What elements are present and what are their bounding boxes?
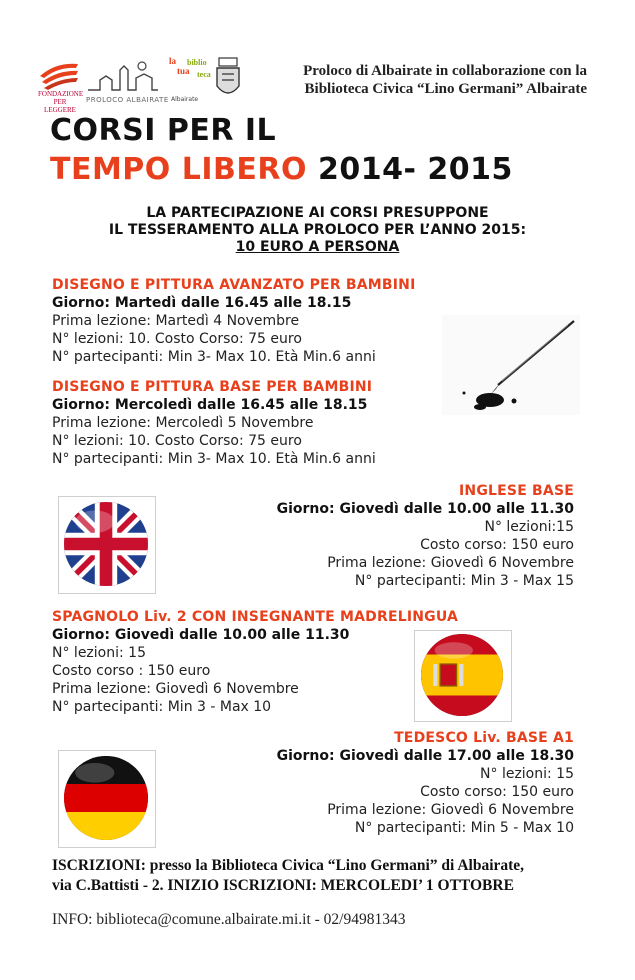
comune-crest (214, 56, 242, 106)
footer-info: INFO: biblioteca@comune.albairate.mi.it - 02/94981343 (52, 911, 406, 928)
course-detail: N° lezioni:15 (484, 519, 574, 535)
subtitle-year: 2014- 2015 (317, 152, 513, 187)
uk-flag-icon (64, 502, 148, 586)
course-disegno-base (52, 378, 376, 468)
footer-registration (52, 856, 524, 896)
biblioteca-line-4: teca (197, 70, 211, 79)
fondazione-text: FONDAZIONE PER LEGGERE (38, 90, 84, 114)
course-detail: Costo corso: 150 euro (420, 784, 574, 800)
course-detail: N° partecipanti: Min 3- Max 10. Età Min.6 anni (52, 349, 376, 365)
course-detail: N° partecipanti: Min 3 - Max 15 (354, 573, 574, 589)
biblioteca-line-2: tua (177, 66, 190, 76)
course-title: INGLESE BASE (459, 483, 574, 499)
course-day: Giorno: Giovedì dalle 10.00 alle 11.30 (276, 501, 574, 517)
notice-line-2: IL TESSERAMENTO ALLA PROLOCO PER L’ANNO 2015: (108, 222, 527, 238)
course-detail: Costo corso: 150 euro (420, 537, 574, 553)
header-line-1: Proloco di Albairate in collaborazione con la (303, 63, 587, 79)
course-detail: N° lezioni: 10. Costo Corso: 75 euro (52, 331, 302, 347)
course-title: DISEGNO E PITTURA AVANZATO PER BAMBINI (52, 277, 416, 293)
pen-ink-icon (442, 315, 580, 415)
footer-line-2: via C.Battisti - 2. INIZIO ISCRIZIONI: MERCOLEDI’ 1 OTTOBRE (52, 877, 514, 894)
course-detail: Prima lezione: Giovedì 6 Novembre (327, 802, 574, 818)
biblioteca-sub: Albairate (171, 96, 199, 103)
page-subtitle (50, 152, 513, 187)
course-spagnolo (52, 608, 458, 716)
page-title: CORSI PER IL (50, 113, 277, 148)
notice-line-1: LA PARTECIPAZIONE AI CORSI PRESUPPONE (146, 205, 489, 221)
course-day: Giorno: Giovedì dalle 10.00 alle 11.30 (52, 627, 350, 643)
course-inglese (277, 482, 574, 590)
course-detail: N° lezioni: 15 (52, 645, 146, 661)
course-title: SPAGNOLO Liv. 2 CON INSEGNANTE MADRELINGUA (52, 609, 459, 625)
spain-flag-icon (421, 634, 503, 716)
course-day: Giorno: Mercoledì dalle 16.45 alle 18.15 (52, 397, 368, 413)
course-detail: Prima lezione: Giovedì 6 Novembre (52, 681, 299, 697)
course-detail: Costo corso : 150 euro (52, 663, 211, 679)
biblioteca-line-1: la (169, 56, 177, 66)
course-disegno-avanzato (52, 276, 416, 366)
subtitle-red: TEMPO LIBERO (50, 152, 307, 187)
course-day: Giorno: Giovedì dalle 17.00 alle 18.30 (276, 748, 574, 764)
course-detail: Prima lezione: Martedì 4 Novembre (52, 313, 300, 329)
germany-flag-icon (64, 756, 148, 840)
course-detail: N° lezioni: 15 (480, 766, 574, 782)
course-title: TEDESCO Liv. BASE A1 (394, 730, 574, 746)
course-title: DISEGNO E PITTURA BASE PER BAMBINI (52, 379, 373, 395)
header (303, 62, 587, 98)
crest-icon (214, 56, 242, 102)
course-detail: Prima lezione: Giovedì 6 Novembre (327, 555, 574, 571)
course-detail: Prima lezione: Mercoledì 5 Novembre (52, 415, 314, 431)
course-detail: N° partecipanti: Min 3- Max 10. Età Min.6 anni (52, 451, 376, 467)
course-tedesco (277, 729, 574, 837)
pen-illustration (442, 315, 580, 415)
course-detail: N° partecipanti: Min 3 - Max 10 (52, 699, 272, 715)
biblioteca-logo (167, 56, 211, 106)
course-detail: N° partecipanti: Min 5 - Max 10 (354, 820, 574, 836)
header-line-2: Biblioteca Civica “Lino Germani” Albairate (304, 81, 587, 97)
proloco-text: PROLOCO ALBAIRATE (86, 96, 169, 104)
biblioteca-line-3: biblio (187, 58, 207, 67)
course-detail: N° lezioni: 10. Costo Corso: 75 euro (52, 433, 302, 449)
notice-price: 10 EURO A PERSONA (235, 239, 400, 255)
course-day: Giorno: Martedì dalle 16.45 alle 18.15 (52, 295, 352, 311)
membership-notice (0, 205, 635, 256)
footer-line-1: ISCRIZIONI: presso la Biblioteca Civica “Lino Germani” di Albairate, (52, 857, 525, 874)
proloco-skyline-icon (86, 56, 160, 96)
